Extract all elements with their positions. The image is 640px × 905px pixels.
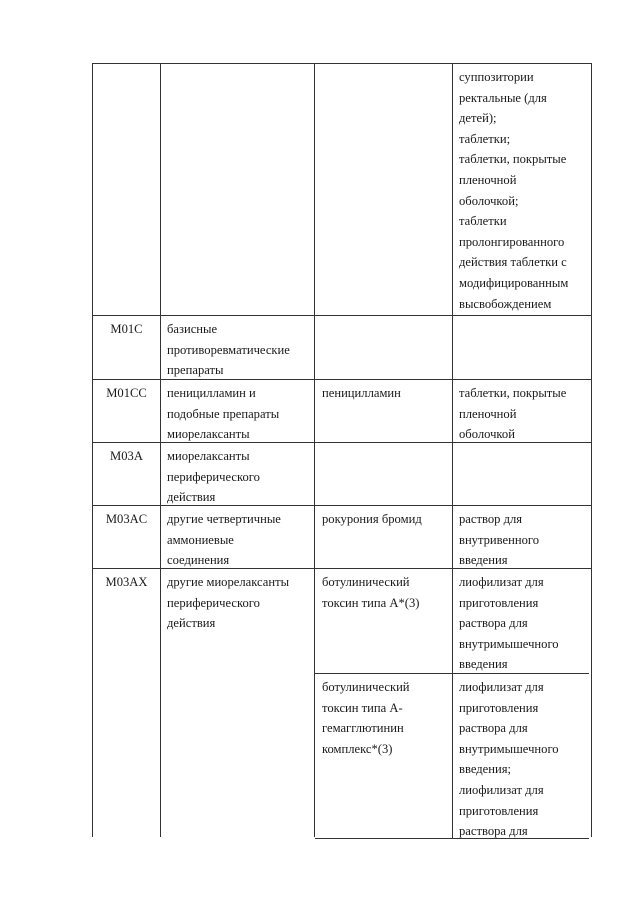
atc-code: M01CC [106,386,147,400]
dosage-forms-cell [453,64,589,315]
text-line: пролонгированного [459,234,565,249]
atc-code: M03AC [105,512,148,526]
atc-code: M03AX [105,575,148,589]
text-line: суппозитории [459,70,534,84]
text-line: высвобождением [459,296,552,311]
text-line: действия таблетки с [459,255,567,270]
text-line: пеницилламин и [167,386,256,400]
text-line: токсин типа А- [322,700,403,715]
text-line: базисные [167,322,218,336]
text-line: препараты [167,363,224,378]
dosage-forms-cell [453,569,589,673]
text-line: подобные препараты [167,406,280,421]
dosage-forms-cell [453,506,589,568]
text-line: оболочкой [459,427,515,442]
text-line: внутривенного [459,532,540,547]
text-line: приготовления [459,803,539,818]
text-line: таблетки [459,214,507,229]
text-line: лиофилизат для [459,680,544,694]
text-line: действия [167,490,216,505]
group-cell [161,380,315,442]
drug-cell [315,64,453,315]
group-cell [161,506,315,568]
text-line: введения [459,657,508,672]
text-line: оболочкой; [459,193,519,208]
text-line: внутримышечного [459,636,559,651]
text-line: раствора для [459,721,528,736]
text-line: раствора для [459,616,528,631]
atc-code-cell [93,64,161,315]
text-line: миорелаксанты [167,427,250,442]
text-line: таблетки, покрытые [459,152,567,167]
text-line: пеницилламин [322,386,401,400]
table-row [93,569,591,837]
text-line: противоревматические [167,342,290,357]
text-line: комплекс*(3) [322,741,393,756]
text-line: введения [459,553,508,568]
text-line: периферического [167,595,260,610]
text-line: введения; [459,762,512,777]
atc-code-cell [93,443,161,505]
drug-cell [315,443,453,505]
text-line: миорелаксанты [167,449,250,463]
drug-cell [315,506,453,568]
text-line: приготовления [459,595,539,610]
group-cell [161,64,315,315]
table-row [93,380,591,443]
atc-code-cell [93,506,161,568]
drug-cell [315,674,453,838]
text-line: ботулинический [322,575,410,589]
drug-subtable [315,569,589,837]
table-row [93,64,591,316]
dosage-forms-cell [453,443,589,505]
text-line: раствора для [459,824,528,839]
dosage-forms-cell [453,674,589,838]
text-line: аммониевые [167,532,234,547]
drug-subrow [315,673,589,839]
text-line: внутримышечного [459,741,559,756]
drug-cell [315,316,453,379]
text-line: детей); [459,111,497,126]
text-line: приготовления [459,700,539,715]
text-line: пленочной [459,172,517,187]
text-line: пленочной [459,406,517,421]
text-line: другие четвертичные [167,512,281,526]
group-cell [161,316,315,379]
text-line: действия [167,616,216,631]
text-line: раствор для [459,512,523,526]
text-line: соединения [167,553,230,568]
medication-table [92,63,592,837]
drug-cell [315,380,453,442]
atc-code: M01C [110,322,143,336]
text-line: ректальные (для [459,90,547,105]
atc-code: M03A [110,449,143,463]
text-line: токсин типа А*(3) [322,595,420,610]
atc-code-cell [93,380,161,442]
text-line: рокурония бромид [322,512,422,526]
text-line: лиофилизат для [459,575,544,589]
text-line: ботулинический [322,680,410,694]
dosage-forms-cell [453,316,589,379]
text-line: периферического [167,469,260,484]
table-row [93,316,591,380]
text-line: таблетки, покрытые [459,386,567,400]
text-line: модифицированным [459,275,569,290]
text-line: другие миорелаксанты [167,575,290,589]
atc-code-cell [93,316,161,379]
group-cell [161,569,315,837]
text-line: гемагглютинин [322,721,404,736]
text-line: лиофилизат для [459,782,544,797]
drug-subrow [315,569,589,673]
table-row [93,506,591,569]
drug-cell [315,569,453,673]
group-cell [161,443,315,505]
table-row [93,443,591,506]
text-line: таблетки; [459,131,511,146]
dosage-forms-cell [453,380,589,442]
atc-code-cell [93,569,161,837]
